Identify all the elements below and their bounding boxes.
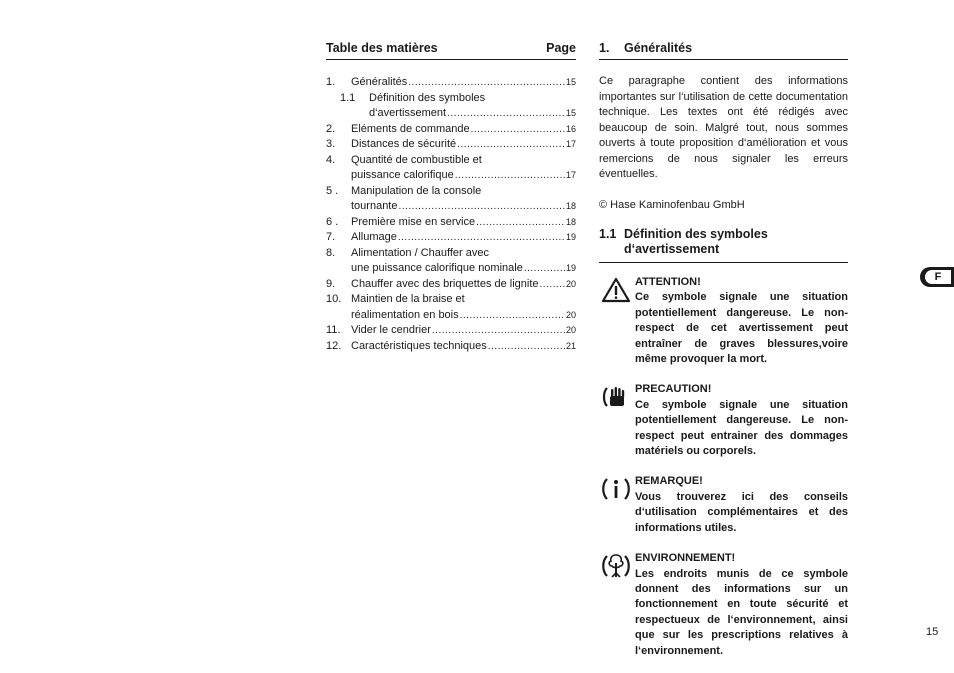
toc-entry-page: 21	[565, 340, 576, 351]
toc-title: Table des matières	[326, 41, 438, 55]
toc-entry[interactable]	[326, 277, 576, 293]
toc-entry-page: 20	[565, 278, 576, 289]
toc-entry-page: 19	[565, 232, 576, 242]
toc-entry[interactable]	[326, 339, 576, 355]
info-icon	[601, 474, 631, 504]
toc-entry[interactable]	[326, 246, 576, 277]
toc-entry-text: puissance calorifique	[351, 169, 454, 181]
notice-body: Les endroits munis de ce symbole donnent des informations sur un fonctionnement en toute sécurité et respectueux de l‘environnement, ainsi que sur les prescriptions relatives à l‘environnement.	[635, 567, 848, 657]
notice-environnement	[599, 551, 848, 659]
toc-entry[interactable]	[326, 184, 576, 215]
toc-entry[interactable]	[326, 323, 576, 339]
toc-entry-text: Caractéristiques techniques	[351, 339, 487, 352]
toc-entry-page: 18	[565, 201, 576, 211]
toc-entry-number: 12.	[326, 339, 342, 352]
intro-paragraph: Ce paragraphe contient des informations importantes sur l‘utilisation de cette documentation technique. Les textes ont été rédigés avec beaucoup de soin. Malgré tout, nous sommes ouverts à toute proposition d‘amélioration et vous remercions de nous signaler les erreurs éventuelles.	[599, 75, 848, 180]
copyright-line: © Hase Kaminofenbau GmbH	[599, 198, 745, 211]
toc-entry-text: Généralités	[351, 76, 408, 88]
toc-entry[interactable]	[326, 153, 576, 184]
toc-entry-page: 18	[565, 216, 576, 227]
warning-triangle-icon	[601, 275, 631, 305]
toc-entry-page: 20	[565, 325, 576, 335]
toc-entry-text: d‘avertissement	[369, 107, 447, 119]
toc-page-label: Page	[546, 41, 576, 55]
notice-precaution	[599, 382, 848, 459]
tree-icon	[601, 551, 631, 581]
toc-entry-text: Eléments de commande	[351, 122, 470, 135]
toc-entry-number: 11.	[326, 324, 341, 336]
toc-entry-text: Chauffer avec des briquettes de lignite	[351, 277, 539, 290]
toc-entry[interactable]	[326, 137, 576, 153]
toc-entry[interactable]	[326, 122, 576, 138]
toc-entry-text: Quantité de combustible et	[351, 153, 482, 166]
toc-entry-text: tournante	[351, 200, 398, 212]
toc-entry-page: 19	[565, 263, 576, 273]
toc-entry-text: Manipulation de la console	[351, 184, 482, 197]
toc-entry-number: 4.	[326, 153, 336, 166]
toc-entry-number: 1.	[326, 76, 336, 88]
toc-entry-number: 8.	[326, 246, 336, 259]
toc-entry-number: 7.	[326, 231, 336, 243]
toc-entry-page: 20	[565, 309, 576, 320]
toc-entry[interactable]	[326, 215, 576, 231]
toc-entry-page: 17	[565, 139, 576, 149]
toc-entry-page: 15	[565, 77, 576, 87]
language-tab-label: F	[925, 270, 951, 284]
page-number: 15	[926, 626, 939, 638]
toc-entry-text: Maintien de la braise et	[351, 293, 465, 305]
toc-entry-page: 15	[565, 108, 576, 118]
toc-entry[interactable]	[326, 91, 576, 122]
notice-body: Ce symbole signale une situation potentiellement dangereuse. Le non-respect de cet avertissement peut entraîner de graves blessures,voire même provoquer la mort.	[635, 291, 848, 366]
language-tab[interactable]	[920, 267, 954, 287]
notice-title: REMARQUE!	[635, 475, 703, 488]
notice-remarque	[599, 474, 848, 536]
toc-entry-text: Définition des symboles	[369, 91, 486, 104]
toc-entry-text: Vider le cendrier	[351, 324, 431, 336]
toc-entry-page: 16	[565, 123, 576, 134]
section-generalites	[599, 41, 848, 659]
toc-entry[interactable]	[326, 75, 576, 91]
toc-entry-text: Première mise en service	[351, 215, 476, 228]
toc-entry-number: 1.1	[340, 91, 356, 104]
toc-entry-number: 2.	[326, 122, 336, 135]
section-title: Généralités	[624, 41, 693, 55]
toc-entry-number: 9.	[326, 277, 336, 290]
notice-title: PRECAUTION!	[635, 383, 712, 396]
toc-entry-number: 3.	[326, 138, 336, 150]
toc-entry-page: 17	[565, 170, 576, 180]
notice-body: Ce symbole signale une situation potentiellement dangereuse. Le non-respect peut entrainer des dommages matériels ou corporels.	[635, 398, 848, 458]
toc-entry-number: 5 .	[326, 184, 339, 197]
notice-title: ATTENTION!	[635, 276, 701, 288]
toc-entry-text: Alimentation / Chauffer avec	[351, 246, 489, 259]
toc-entry-text: Allumage	[351, 231, 397, 243]
toc-header	[326, 41, 576, 60]
notice-attention	[599, 275, 848, 367]
hand-icon	[601, 382, 631, 412]
toc-entry-text: une puissance calorifique nominale	[351, 262, 523, 274]
notice-title: ENVIRONNEMENT!	[635, 552, 736, 565]
toc-entry[interactable]	[326, 292, 576, 323]
subsection-title: Définition des symboles d‘avertissement	[624, 227, 768, 256]
toc-entry[interactable]	[326, 230, 576, 246]
table-of-contents	[326, 41, 576, 354]
subsection-number: 1.1	[599, 227, 617, 241]
section-number: 1.	[599, 41, 610, 55]
notice-body: Vous trouverez ici des conseils d‘utilisation complémentaires et des informations utiles.	[635, 490, 848, 534]
section-heading	[599, 41, 848, 60]
toc-list	[326, 75, 576, 354]
toc-entry-number: 6 .	[326, 215, 339, 228]
toc-entry-text: réalimentation en bois	[351, 308, 459, 321]
subsection-heading	[599, 227, 848, 263]
toc-entry-number: 10.	[326, 293, 342, 305]
toc-entry-text: Distances de sécurité	[351, 138, 457, 150]
